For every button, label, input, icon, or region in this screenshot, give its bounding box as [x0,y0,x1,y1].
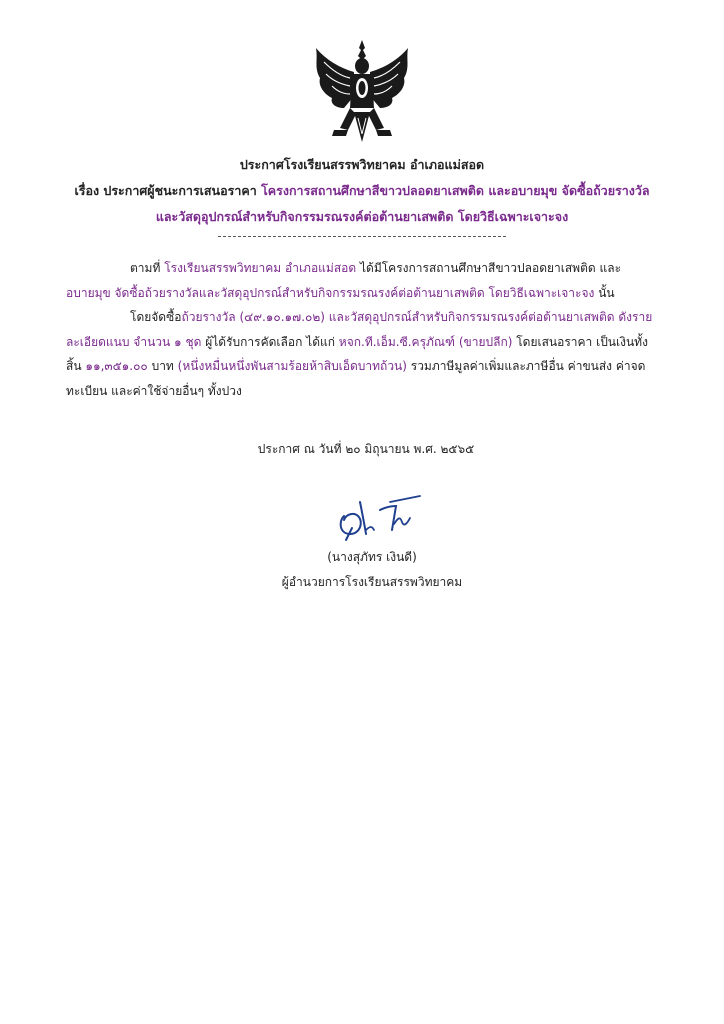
divider-line [218,236,506,237]
signer-name: (นางสุภัทร เงินดี) [327,550,417,564]
announcement-date: ประกาศ ณ วันที่ ๒๐ มิถุนายน พ.ศ. ๒๕๖๕ [257,442,475,456]
subject-line [40,178,684,204]
handwritten-signature [330,494,422,544]
amount-value: ๑๑,๓๕๑.๐๐ [85,359,148,373]
paragraph2-mid: ผู้ได้รับการคัดเลือก ได้แก่ [201,334,339,349]
announcement-body [66,256,660,403]
purchase-item: ถ้วยรางวัล (๔๙.๑๐.๑๗.๐๒) และวัสดุอุปกรณ์สำหรับกิจกรรมรณรงค์ต่อต้านยาเสพติด ดังราย [181,310,653,324]
paragraph2-line2 [66,330,660,355]
paragraph2-line1 [66,305,660,330]
paragraph1-mid: ได้มีโครงการสถานศึกษาสีขาวปลอดยาเสพติด และ [359,261,622,275]
vendor-name: หจก.ที.เอ็ม.ซี.ครุภัณฑ์ (ขายปลีก) [338,334,513,349]
announcement-title: ประกาศโรงเรียนสรรพวิทยาคม อำเภอแม่สอด [239,157,485,172]
paragraph2-line4: ทะเบียน และค่าใช้จ่ายอื่นๆ ทั้งปวง [66,383,242,398]
school-name: โรงเรียนสรรพวิทยาคม อำเภอแม่สอด [164,261,357,275]
paragraph2-line3-end: รวมภาษีมูลค่าเพิ่มและภาษีอื่น ค่าขนส่ง ค่าจด [406,359,646,373]
paragraph1-line1 [66,256,660,281]
paragraph2-line3-lead: สิ้น [66,359,86,373]
paragraph1-line2 [66,281,660,306]
paragraph2-lead: โดยจัดซื้อ [130,310,182,324]
subject-project: โครงการสถานศึกษาสีขาวปลอดยาเสพติด และอบายมุข จัดซื้อถ้วยรางวัล [261,183,650,198]
project-name: อบายมุข จัดซื้อถ้วยรางวัลและวัสดุอุปกรณ์สำหรับกิจกรรมรณรงค์ต่อต้านยาเสพติด โดยวิธีเฉพาะเจาะจง [66,285,595,300]
amount-in-words: (หนึ่งหมื่นหนึ่งพันสามร้อยห้าสิบเอ็ดบาทถ้วน) [177,359,407,373]
subject-label: เรื่อง ประกาศผู้ชนะการเสนอราคา [74,183,257,198]
paragraph1-lead: ตามที่ [130,261,161,275]
subject-project-continued: และวัสดุอุปกรณ์สำหรับกิจกรรมรณรงค์ต่อต้านยาเสพติด โดยวิธีเฉพาะเจาะจง [155,209,569,224]
amount-unit: บาท [147,359,178,373]
paragraph2-line2-end: โดยเสนอราคา เป็นเงินทั้ง [512,334,648,349]
garuda-emblem-icon [310,38,414,144]
paragraph1-end: นั้น [594,285,615,300]
signer-position: ผู้อำนวยการโรงเรียนสรรพวิทยาคม [281,575,463,589]
announcement-heading [40,152,684,230]
paragraph2-line3 [66,354,660,379]
item-quantity: ละเอียดแนบ จำนวน ๑ ชุด [66,334,202,349]
